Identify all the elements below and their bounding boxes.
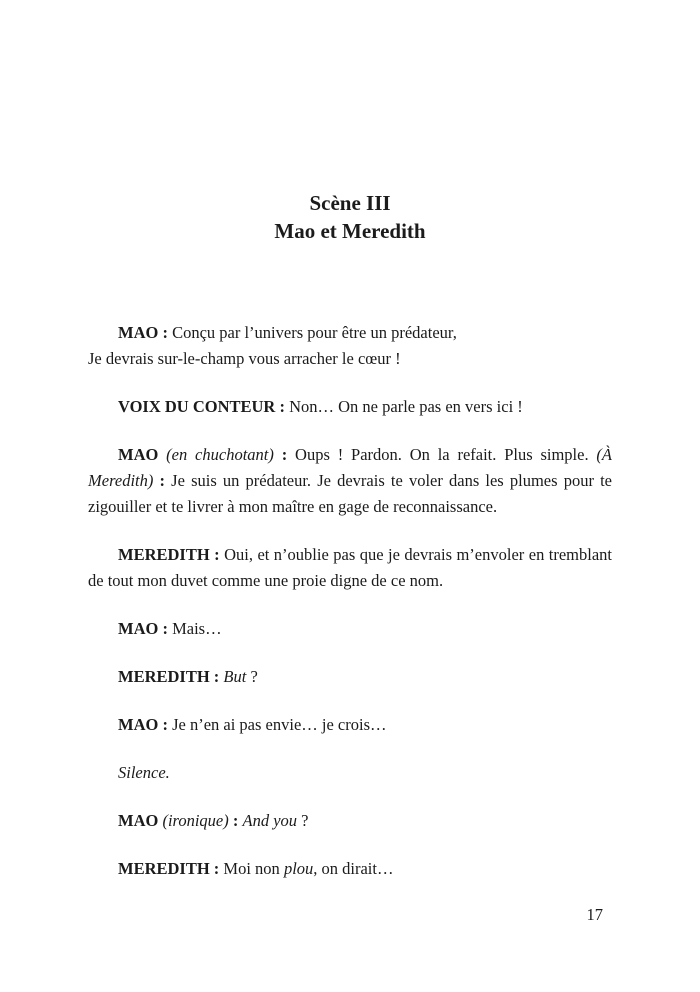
text-segment: ? — [246, 667, 258, 686]
text-segment: Je suis un prédateur. Je devrais te voler dans les plumes pour te zigouiller et te livrer à mon maître en gage de reconnaissance. — [88, 471, 612, 516]
speaker-name: MAO — [118, 445, 159, 464]
dialogue-paragraph — [88, 808, 612, 834]
speaker-name: MAO : — [118, 715, 168, 734]
scene-title — [88, 189, 612, 245]
text-segment: Oups ! Pardon. On la refait. Plus simple. — [287, 445, 597, 464]
speaker-name: MEREDITH : — [118, 667, 220, 686]
speaker-name: MEREDITH : — [118, 545, 220, 564]
text-segment: ? — [297, 811, 309, 830]
text-segment: Je n’en ai pas envie… je crois… — [167, 715, 387, 734]
dialogue-paragraph — [88, 664, 612, 690]
text-segment: : — [273, 445, 288, 464]
text-segment: But — [223, 667, 247, 686]
dialogue-paragraph — [88, 542, 612, 594]
dialogue-paragraph — [88, 320, 612, 372]
text-segment: Mais… — [167, 619, 222, 638]
dialogue-paragraph — [88, 760, 612, 786]
stage-direction: Silence. — [118, 763, 170, 782]
text-block — [88, 0, 612, 904]
text-segment: plou — [283, 859, 314, 878]
text-segment: : — [153, 471, 166, 490]
text-segment: Conçu par l’univers pour être un prédateur, — [167, 323, 457, 342]
stage-direction: (À Meredith) — [88, 445, 612, 490]
speaker-name: MEREDITH : — [118, 859, 220, 878]
dialogue-paragraph — [88, 394, 612, 420]
speaker-name: MAO : — [118, 323, 168, 342]
text-segment: Non… On ne parle pas en vers ici ! — [284, 397, 523, 416]
text-segment: Oui, et n’oublie pas que je devrais m’envoler en tremblant de tout mon duvet comme une proie digne de ce nom. — [88, 545, 613, 590]
dialogue-paragraph — [88, 856, 612, 882]
dialogue-paragraph — [88, 442, 612, 520]
text-segment: , on dirait… — [313, 859, 394, 878]
text-segment: Je devrais sur-le-champ vous arracher le cœur ! — [88, 349, 401, 368]
stage-direction: (ironique) — [158, 811, 229, 830]
speaker-name: MAO — [118, 811, 159, 830]
dialogue-paragraph — [88, 616, 612, 642]
scene-title-line2: Mao et Meredith — [274, 219, 426, 243]
text-segment: Moi non — [219, 859, 284, 878]
scene-title-line1: Scène III — [309, 191, 391, 215]
stage-direction: (en chuchotant) — [158, 445, 274, 464]
dialogue — [88, 320, 612, 882]
dialogue-paragraph — [88, 712, 612, 738]
speaker-name: MAO : — [118, 619, 168, 638]
speaker-name: VOIX DU CONTEUR : — [118, 397, 285, 416]
page-number: 17 — [586, 905, 603, 924]
text-segment: And you — [242, 811, 298, 830]
text-segment: : — [228, 811, 239, 830]
